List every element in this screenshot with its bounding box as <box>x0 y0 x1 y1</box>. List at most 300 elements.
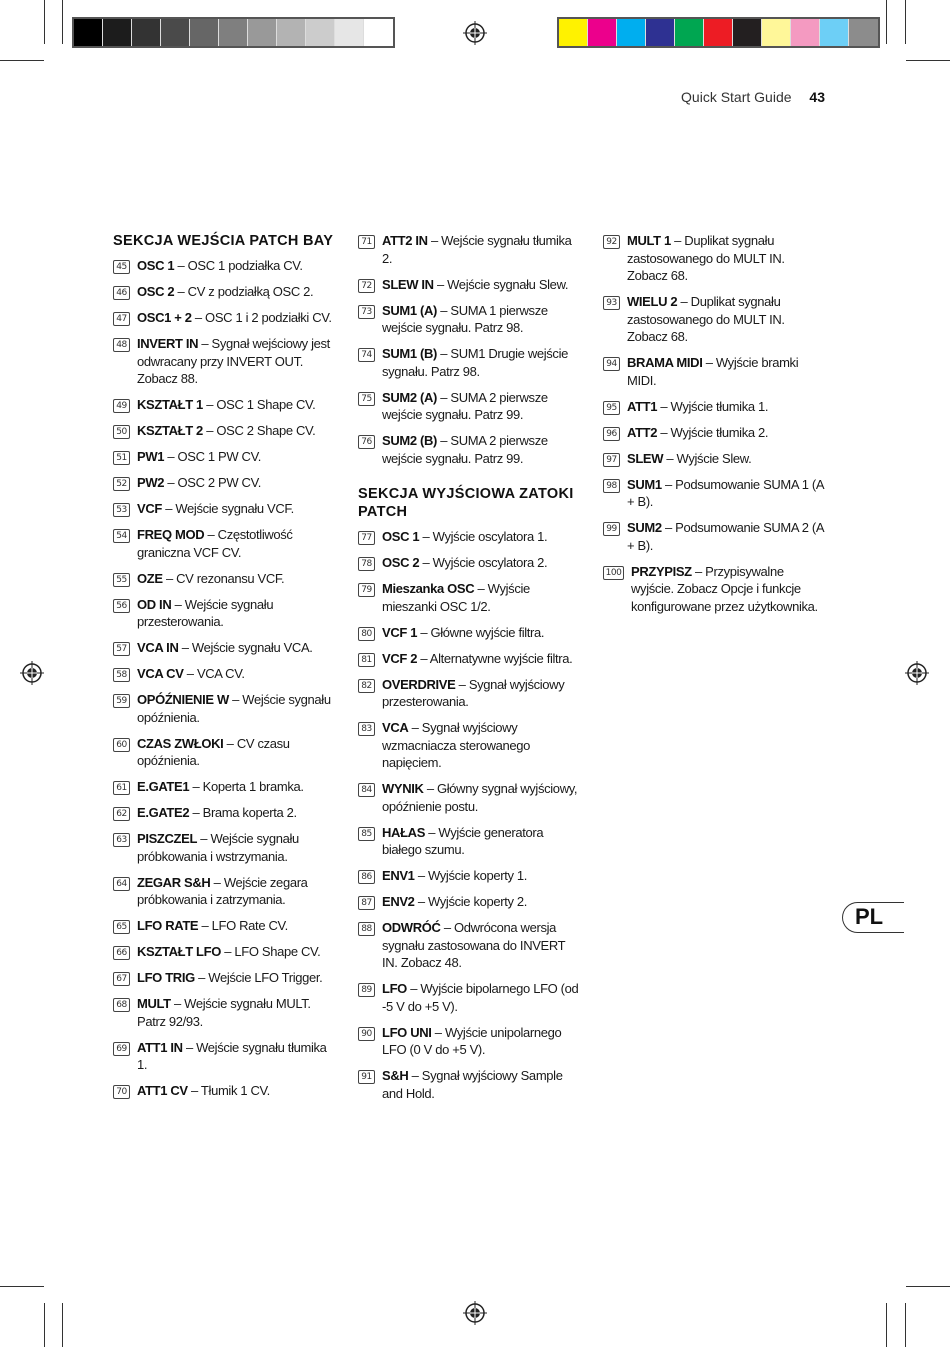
item-name: OD IN <box>137 596 172 612</box>
item-description: – Wyjście koperty 1. <box>414 868 528 883</box>
item-text <box>382 824 583 859</box>
item-name: ENV2 <box>382 894 415 909</box>
list-item <box>603 519 828 554</box>
item-name: SUM1 <box>627 476 662 492</box>
color-swatch <box>588 19 617 46</box>
item-description: – Wyjście bipolarnego LFO (od -5 V do +5 V). <box>382 981 579 1014</box>
list-item <box>113 1082 338 1100</box>
item-name: SUM2 <box>627 520 662 535</box>
list-item <box>603 424 828 442</box>
item-description: – Wyjście generatora białego szumu. <box>382 824 544 857</box>
item-number-badge: 73 <box>358 305 375 319</box>
item-text <box>382 432 583 467</box>
item-description: – OSC 1 podziałka CV. <box>174 258 303 273</box>
item-text <box>137 448 261 466</box>
item-text <box>382 1024 583 1059</box>
item-description: – Wejście sygnału próbkowania i wstrzymania. <box>137 831 299 864</box>
item-description: – SUMA 1 pierwsze wejście sygnału. Patrz 98. <box>382 302 548 335</box>
list-item <box>113 917 338 935</box>
color-swatch <box>646 19 675 46</box>
item-number-badge: 70 <box>113 1085 130 1099</box>
item-name: VCA CV <box>137 666 184 681</box>
list-item <box>358 919 583 972</box>
item-name: E.GATE2 <box>137 805 190 820</box>
item-text <box>137 665 245 683</box>
color-swatch <box>248 19 277 46</box>
item-number-badge: 64 <box>113 877 130 891</box>
crop-mark <box>62 1303 63 1347</box>
item-number-badge: 95 <box>603 401 620 415</box>
list-item <box>113 283 338 301</box>
color-swatch <box>132 19 161 46</box>
item-number-badge: 45 <box>113 260 130 274</box>
list-item <box>358 554 583 572</box>
item-description: – Tłumik 1 CV. <box>187 1083 270 1098</box>
list-item <box>113 309 338 327</box>
crop-mark <box>62 0 63 44</box>
item-description: – OSC 2 Shape CV. <box>202 423 316 438</box>
item-name: OSC1 + 2 <box>137 310 192 325</box>
crop-mark <box>0 1286 44 1287</box>
column-3 <box>603 232 828 624</box>
list-item <box>358 719 583 772</box>
list-item <box>113 1039 338 1074</box>
item-name: VCF 2 <box>382 650 418 666</box>
item-name: MULT <box>137 996 171 1011</box>
item-name: KSZTAŁT LFO <box>137 944 222 959</box>
list-item <box>113 969 338 987</box>
color-swatch <box>161 19 190 46</box>
item-text <box>627 424 768 442</box>
item-text <box>137 500 294 518</box>
item-description: – Wyjście mieszanki OSC 1/2. <box>382 581 530 614</box>
item-name: ATT2 IN <box>382 233 428 248</box>
item-description: – Wejście zegara próbkowania i zatrzymania. <box>137 874 308 907</box>
list-item <box>358 867 583 885</box>
list-item <box>113 596 338 631</box>
item-name: OSC 1 <box>137 258 175 273</box>
item-text <box>382 780 583 815</box>
item-description: – Sygnał wyjściowy przesterowania. <box>382 676 565 709</box>
list-item <box>113 335 338 388</box>
item-description: – Sygnał wyjściowy Sample and Hold. <box>382 1068 563 1101</box>
item-number-badge: 61 <box>113 781 130 795</box>
list-item <box>358 302 583 337</box>
item-description: – Wejście sygnału MULT. Patrz 92/93. <box>137 996 311 1029</box>
list-item <box>603 476 828 511</box>
list-item <box>358 780 583 815</box>
color-swatch <box>733 19 762 46</box>
color-swatch <box>277 19 306 46</box>
input-list-continued <box>358 232 583 467</box>
item-name: FREQ MOD <box>137 527 205 542</box>
list-item <box>113 257 338 275</box>
list-item <box>603 232 828 285</box>
item-description: – Podsumowanie SUMA 2 (A + B). <box>627 520 824 553</box>
list-item <box>358 580 583 615</box>
list-item <box>358 624 583 642</box>
item-name: WIELU 2 <box>627 294 678 309</box>
output-list <box>358 528 583 1102</box>
item-number-badge: 81 <box>358 653 375 667</box>
item-number-badge: 91 <box>358 1070 375 1084</box>
language-tab: PL <box>842 902 904 933</box>
item-number-badge: 69 <box>113 1042 130 1056</box>
item-text <box>627 354 828 389</box>
item-text <box>627 519 828 554</box>
item-number-badge: 47 <box>113 312 130 326</box>
item-name: VCA <box>382 720 409 735</box>
list-item <box>358 1024 583 1059</box>
color-swatch <box>219 19 248 46</box>
list-item <box>358 980 583 1015</box>
item-text <box>137 804 297 822</box>
list-item <box>113 691 338 726</box>
item-name: OSC 1 <box>382 529 420 544</box>
item-number-badge: 90 <box>358 1027 375 1041</box>
item-number-badge: 58 <box>113 668 130 682</box>
list-item <box>603 354 828 389</box>
color-swatch <box>617 19 646 46</box>
item-description: – VCA CV. <box>183 666 245 681</box>
item-description: – Koperta 1 bramka. <box>189 779 304 794</box>
item-description: – Wyjście tłumika 2. <box>657 424 769 440</box>
item-number-badge: 63 <box>113 833 130 847</box>
crop-mark <box>44 0 45 44</box>
item-name: PW2 <box>137 475 165 490</box>
item-text <box>137 596 338 631</box>
list-item <box>358 389 583 424</box>
item-description: – SUMA 2 pierwsze wejście sygnału. Patrz 99. <box>382 389 548 422</box>
item-description: – OSC 1 PW CV. <box>164 449 261 464</box>
item-number-badge: 85 <box>358 827 375 841</box>
list-item <box>113 500 338 518</box>
item-name: ATT1 <box>627 398 658 414</box>
item-description: – Wyjście tłumika 1. <box>657 398 769 414</box>
item-number-badge: 57 <box>113 642 130 656</box>
item-description: – CV z podziałką OSC 2. <box>174 284 314 299</box>
item-text <box>137 1082 270 1100</box>
item-name: MULT 1 <box>627 233 671 248</box>
color-swatch <box>820 19 849 46</box>
item-text <box>382 528 547 546</box>
crop-mark <box>886 1303 887 1347</box>
list-item <box>113 830 338 865</box>
item-number-badge: 78 <box>358 557 375 571</box>
item-name: OVERDRIVE <box>382 676 456 692</box>
list-item <box>603 563 828 616</box>
list-item <box>358 432 583 467</box>
item-text <box>137 474 261 492</box>
list-item <box>358 676 583 711</box>
item-text <box>137 309 332 327</box>
page-number: 43 <box>809 89 825 105</box>
crop-mark <box>886 0 887 44</box>
item-text <box>137 917 288 935</box>
item-number-badge: 94 <box>603 357 620 371</box>
item-name: BRAMA MIDI <box>627 355 703 370</box>
item-text <box>382 719 583 772</box>
list-item <box>603 293 828 346</box>
item-text <box>627 293 828 346</box>
item-description: – OSC 1 Shape CV. <box>202 397 316 412</box>
item-description: – Wejście sygnału opóźnienia. <box>137 692 331 725</box>
item-name: OPÓŹNIENIE W <box>137 692 229 707</box>
item-name: PISZCZEL <box>137 831 198 846</box>
column-2 <box>358 232 583 1111</box>
item-name: ATT1 CV <box>137 1083 188 1098</box>
list-item <box>113 396 338 414</box>
item-description: – Wejście sygnału tłumika 2. <box>382 233 572 266</box>
item-text <box>137 257 303 275</box>
list-item <box>113 874 338 909</box>
item-text <box>382 980 583 1015</box>
item-number-badge: 51 <box>113 451 130 465</box>
item-number-badge: 66 <box>113 946 130 960</box>
item-number-badge: 99 <box>603 522 620 536</box>
item-description: – Wejście sygnału VCF. <box>161 501 294 516</box>
item-name: LFO UNI <box>382 1024 432 1040</box>
item-description: – OSC 2 PW CV. <box>164 475 261 490</box>
crop-mark <box>44 1303 45 1347</box>
item-text <box>137 943 320 961</box>
item-description: – Sygnał wejściowy jest odwracany przy INVERT OUT. Zobacz 88. <box>137 336 330 386</box>
item-number-badge: 60 <box>113 738 130 752</box>
item-text <box>137 1039 338 1074</box>
list-item <box>113 526 338 561</box>
item-name: ATT2 <box>627 424 658 440</box>
crop-mark <box>905 1303 906 1347</box>
crop-mark <box>905 0 906 44</box>
item-name: LFO RATE <box>137 918 199 933</box>
item-number-badge: 52 <box>113 477 130 491</box>
item-name: Mieszanka OSC <box>382 581 475 596</box>
item-name: SUM1 (A) <box>382 302 437 318</box>
item-number-badge: 59 <box>113 694 130 708</box>
item-description: – Wejście sygnału VCA. <box>178 640 313 655</box>
item-name: KSZTAŁT 2 <box>137 423 203 438</box>
input-list <box>113 257 338 1100</box>
item-number-badge: 77 <box>358 531 375 545</box>
item-description: – Główne wyjście filtra. <box>417 624 545 640</box>
item-number-badge: 98 <box>603 479 620 493</box>
item-text <box>382 345 583 380</box>
item-text <box>627 232 828 285</box>
item-name: VCF <box>137 501 162 516</box>
item-number-badge: 53 <box>113 503 130 517</box>
item-text <box>382 389 583 424</box>
list-item <box>113 570 338 588</box>
registration-mark-icon <box>20 661 44 685</box>
item-text <box>627 398 768 416</box>
item-text <box>137 335 338 388</box>
item-number-badge: 55 <box>113 573 130 587</box>
item-number-badge: 84 <box>358 783 375 797</box>
item-description: – Wejście LFO Trigger. <box>194 970 323 985</box>
item-name: WYNIK <box>382 781 424 796</box>
item-text <box>382 650 572 668</box>
crop-mark <box>906 60 950 61</box>
item-description: – Częstotliwość graniczna VCF CV. <box>137 527 293 560</box>
item-text <box>627 450 751 468</box>
item-number-badge: 89 <box>358 983 375 997</box>
item-text <box>627 476 828 511</box>
item-number-badge: 65 <box>113 920 130 934</box>
item-name: OZE <box>137 570 163 586</box>
item-description: – Sygnał wyjściowy wzmacniacza sterowanego napięciem. <box>382 720 531 770</box>
color-swatch <box>103 19 132 46</box>
item-description: – Wyjście Slew. <box>663 450 752 466</box>
item-description: – SUM1 Drugie wejście sygnału. Patrz 98. <box>382 346 568 379</box>
item-name: LFO <box>382 981 407 996</box>
list-item <box>358 276 583 294</box>
list-item <box>113 804 338 822</box>
item-description: – Główny sygnał wyjściowy, opóźnienie postu. <box>382 781 578 814</box>
item-text <box>382 867 527 885</box>
item-description: – Wyjście koperty 2. <box>414 894 528 909</box>
crop-mark <box>0 60 44 61</box>
item-text <box>137 422 315 440</box>
item-number-badge: 68 <box>113 998 130 1012</box>
list-item <box>113 665 338 683</box>
item-description: – SUMA 2 pierwsze wejście sygnału. Patrz 99. <box>382 433 548 466</box>
item-number-badge: 86 <box>358 870 375 884</box>
item-number-badge: 72 <box>358 279 375 293</box>
item-number-badge: 76 <box>358 435 375 449</box>
item-number-badge: 100 <box>603 566 624 580</box>
item-name: ZEGAR S&H <box>137 874 211 890</box>
section-title-outputs: SEKCJA WYJŚCIOWA ZATOKI PATCH <box>358 486 574 520</box>
item-text <box>382 919 583 972</box>
document-title: Quick Start Guide <box>681 89 792 105</box>
item-number-badge: 46 <box>113 286 130 300</box>
column-1 <box>113 232 338 1108</box>
crop-mark <box>906 1286 950 1287</box>
item-description: – Wyjście unipolarnego LFO (0 V do +5 V). <box>382 1024 562 1057</box>
list-item <box>113 448 338 466</box>
item-description: – Przypisywalne wyjście. Zobacz Opcje i funkcje konfigurowane przez użytkownika. <box>631 563 818 614</box>
registration-mark-icon <box>463 21 487 45</box>
item-description: – OSC 1 i 2 podziałki CV. <box>191 310 332 325</box>
item-text <box>382 893 527 911</box>
item-number-badge: 75 <box>358 392 375 406</box>
list-item <box>358 232 583 267</box>
item-description: – Wyjście oscylatora 2. <box>419 555 548 570</box>
item-description: – Duplikat sygnału zastosowanego do MULT IN. Zobacz 68. <box>627 233 785 283</box>
list-item <box>358 345 583 380</box>
item-name: S&H <box>382 1068 409 1083</box>
section-title-inputs: SEKCJA WEJŚCIA PATCH BAY <box>113 233 334 249</box>
grayscale-color-bar <box>72 17 395 48</box>
color-swatch <box>762 19 791 46</box>
color-swatch <box>849 19 878 46</box>
item-text <box>382 276 568 294</box>
list-item <box>358 528 583 546</box>
item-text <box>382 554 547 572</box>
item-number-badge: 67 <box>113 972 130 986</box>
item-number-badge: 93 <box>603 296 620 310</box>
item-name: ENV1 <box>382 868 415 883</box>
item-number-badge: 97 <box>603 453 620 467</box>
list-item <box>113 995 338 1030</box>
item-name: ATT1 IN <box>137 1039 183 1055</box>
page-header <box>681 89 825 105</box>
list-item <box>113 735 338 770</box>
item-text <box>137 969 322 987</box>
registration-mark-icon <box>463 1301 487 1325</box>
item-description: – Wyjście bramki MIDI. <box>627 355 799 388</box>
item-text <box>382 624 544 642</box>
item-description: – Podsumowanie SUMA 1 (A + B). <box>627 476 824 509</box>
item-number-badge: 96 <box>603 427 620 441</box>
item-text <box>382 302 583 337</box>
process-color-bar <box>557 17 880 48</box>
list-item <box>113 943 338 961</box>
list-item <box>358 650 583 668</box>
item-number-badge: 92 <box>603 235 620 249</box>
item-name: VCF 1 <box>382 624 418 640</box>
registration-mark-icon <box>905 661 929 685</box>
item-text <box>137 778 304 796</box>
item-name: VCA IN <box>137 640 179 655</box>
item-number-badge: 50 <box>113 425 130 439</box>
item-name: OSC 2 <box>137 284 175 299</box>
color-swatch <box>675 19 704 46</box>
item-number-badge: 71 <box>358 235 375 249</box>
item-name: OSC 2 <box>382 555 420 570</box>
color-swatch <box>190 19 219 46</box>
item-description: – Alternatywne wyjście filtra. <box>417 650 573 666</box>
item-text <box>137 526 338 561</box>
item-name: SLEW IN <box>382 276 434 292</box>
color-swatch <box>791 19 820 46</box>
item-description: – CV czasu opóźnienia. <box>137 735 290 768</box>
item-number-badge: 62 <box>113 807 130 821</box>
list-item <box>603 450 828 468</box>
item-name: E.GATE1 <box>137 779 190 794</box>
item-description: – Wejście sygnału Slew. <box>433 276 569 292</box>
color-swatch <box>74 19 103 46</box>
list-item <box>603 398 828 416</box>
list-item <box>358 893 583 911</box>
item-text <box>137 639 313 657</box>
output-list-continued <box>603 232 828 615</box>
item-name: INVERT IN <box>137 336 199 351</box>
item-text <box>631 563 828 616</box>
item-number-badge: 48 <box>113 338 130 352</box>
item-name: LFO TRIG <box>137 970 195 985</box>
item-description: – Wyjście oscylatora 1. <box>419 529 548 544</box>
item-text <box>382 232 583 267</box>
item-name: PRZYPISZ <box>631 563 692 579</box>
item-text <box>137 691 338 726</box>
item-text <box>382 1067 583 1102</box>
item-number-badge: 83 <box>358 722 375 736</box>
item-text <box>137 830 338 865</box>
item-description: – Wejście sygnału przesterowania. <box>137 596 274 629</box>
item-description: – Duplikat sygnału zastosowanego do MULT IN. Zobacz 68. <box>627 294 785 344</box>
item-description: – LFO Shape CV. <box>221 944 321 959</box>
item-description: – Odwrócona wersja sygnału zastosowana do INVERT IN. Zobacz 48. <box>382 920 566 970</box>
item-name: PW1 <box>137 449 165 464</box>
item-number-badge: 54 <box>113 529 130 543</box>
item-name: ODWRÓĆ <box>382 920 441 935</box>
item-number-badge: 88 <box>358 922 375 936</box>
list-item <box>113 422 338 440</box>
item-text <box>137 570 284 588</box>
item-number-badge: 56 <box>113 599 130 613</box>
item-number-badge: 82 <box>358 679 375 693</box>
